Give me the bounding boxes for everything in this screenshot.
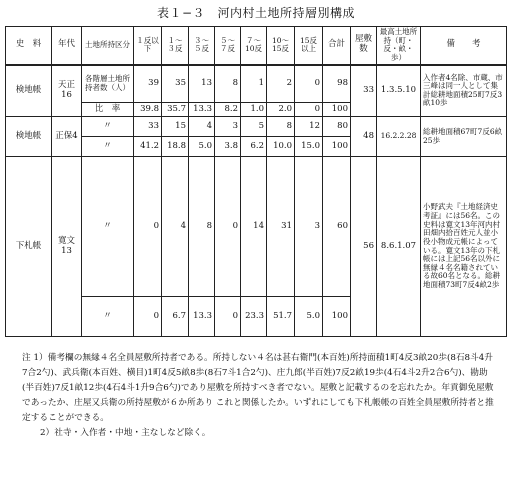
value-cell: 60 xyxy=(323,157,351,297)
footnote-2: 2）社寺・入作者・中地・主なしなど除く。 xyxy=(40,428,211,438)
value-cell: 35.7 xyxy=(162,103,189,117)
max-cell: 16.2.2.28 xyxy=(377,117,421,157)
value-cell: 15 xyxy=(162,117,189,137)
value-cell: 6.2 xyxy=(241,137,267,157)
value-cell: 3 xyxy=(215,117,241,137)
footnote-1: 注 1）備考欄の無縁４名全員屋敷所持者である。所持しない４名は甚右衛門(本百姓)所持面積1町4反3畝20歩(8石8斗4升7合2勺)、武兵衛(本百姓、横目)1町4反5畝8歩(8石7斗1合2勺)、庄九郎(半百姓)7反2畝19歩(4石4斗2升2合6勺)、勘助(半百姓)7反1畝12歩(4石4斗1升9合6勺)であり屋敷を所持すべき者でない。屋敷と記載するのを忘れたか。年貢御免屋敷であったか、庄屋又兵衛の所持屋敷が６か所あり これと関係したか。いずれにしても下札帳帳の百姓全員屋敷所持者と推定することができる。 xyxy=(22,353,494,423)
value-cell: 4 xyxy=(162,157,189,297)
value-cell: 5.0 xyxy=(295,297,323,337)
label-ratio: 〃 xyxy=(82,297,134,337)
label-count: 〃 xyxy=(82,117,134,137)
value-cell: 8 xyxy=(215,65,241,103)
note-cell: 総耕地面積67町7反6畝25歩 xyxy=(421,117,507,157)
value-cell: 0 xyxy=(215,157,241,297)
value-cell: 35 xyxy=(162,65,189,103)
header-era: 年代 xyxy=(52,27,82,65)
value-cell: 8.2 xyxy=(215,103,241,117)
value-cell: 12 xyxy=(295,117,323,137)
era-cell: 寛文13 xyxy=(52,157,82,337)
header-1tan: １反以下 xyxy=(134,27,162,65)
value-cell: 13.3 xyxy=(189,297,215,337)
era-cell: 天正16 xyxy=(52,65,82,117)
note-cell: 小野武夫『土地経済史考証』には56名。この史料は寛文13年河内村田畑内拾百姓元人並小役小物成元帳によっている。寛文13年の下札帳には上記56名以外に無縁４名名籍されている故60名となる。総耕地面積73町7反4畝2歩 xyxy=(421,157,507,337)
value-cell: 0 xyxy=(134,297,162,337)
value-cell: 5 xyxy=(241,117,267,137)
value-cell: 8 xyxy=(189,157,215,297)
label-count: 〃 xyxy=(82,157,134,297)
value-cell: 100 xyxy=(323,103,351,117)
value-cell: 51.7 xyxy=(267,297,295,337)
value-cell: 1.0 xyxy=(241,103,267,117)
value-cell: 13 xyxy=(189,65,215,103)
header-15tan-plus: 15反以上 xyxy=(295,27,323,65)
value-cell: 33 xyxy=(134,117,162,137)
header-5-7tan: ５〜７反 xyxy=(215,27,241,65)
value-cell: 0 xyxy=(215,297,241,337)
value-cell: 3.8 xyxy=(215,137,241,157)
value-cell: 4 xyxy=(189,117,215,137)
value-cell: 0 xyxy=(295,65,323,103)
value-cell: 5.0 xyxy=(189,137,215,157)
value-cell: 3 xyxy=(295,157,323,297)
houses-cell: 33 xyxy=(351,65,377,117)
label-ratio: 比 率 xyxy=(82,103,134,117)
max-cell: 8.6.1.07 xyxy=(377,157,421,337)
value-cell: 2 xyxy=(267,65,295,103)
source-cell: 検地帳 xyxy=(6,117,52,157)
land-holding-table xyxy=(5,26,507,337)
header-max: 最高土地所持（町・反・畝・歩） xyxy=(377,27,421,65)
table-row xyxy=(6,117,507,137)
value-cell: 31 xyxy=(267,157,295,297)
value-cell: 2.0 xyxy=(267,103,295,117)
value-cell: 0 xyxy=(134,157,162,297)
source-cell: 下札帳 xyxy=(6,157,52,337)
value-cell: 0 xyxy=(295,103,323,117)
value-cell: 23.3 xyxy=(241,297,267,337)
label-count: 各階層土地所持者数（人） xyxy=(82,65,134,103)
table-row xyxy=(6,65,507,103)
value-cell: 1 xyxy=(241,65,267,103)
value-cell: 41.2 xyxy=(134,137,162,157)
value-cell: 14 xyxy=(241,157,267,297)
note-cell: 入作者4名除、市蔵、市三峰は同一人として集計総耕地面積25町7反3畝10歩 xyxy=(421,65,507,117)
source-cell: 検地帳 xyxy=(6,65,52,117)
header-category: 土地所持区分 xyxy=(82,27,134,65)
value-cell: 18.8 xyxy=(162,137,189,157)
table-row xyxy=(6,157,507,297)
max-cell: 1.3.5.10 xyxy=(377,65,421,117)
value-cell: 15.0 xyxy=(295,137,323,157)
value-cell: 80 xyxy=(323,117,351,137)
value-cell: 6.7 xyxy=(162,297,189,337)
header-source: 史 料 xyxy=(6,27,52,65)
value-cell: 8 xyxy=(267,117,295,137)
footnotes xyxy=(22,351,497,441)
label-ratio: 〃 xyxy=(82,137,134,157)
header-houses: 屋敷数 xyxy=(351,27,377,65)
houses-cell: 48 xyxy=(351,117,377,157)
header-total: 合計 xyxy=(323,27,351,65)
header-7-10tan: ７〜10反 xyxy=(241,27,267,65)
value-cell: 98 xyxy=(323,65,351,103)
header-notes: 備 考 xyxy=(421,27,507,65)
header-10-15tan: 10〜15反 xyxy=(267,27,295,65)
value-cell: 10.0 xyxy=(267,137,295,157)
value-cell: 39.8 xyxy=(134,103,162,117)
era-cell: 正保4 xyxy=(52,117,82,157)
value-cell: 100 xyxy=(323,297,351,337)
houses-cell: 56 xyxy=(351,157,377,337)
header-1-3tan: １〜３反 xyxy=(162,27,189,65)
table-title: 表１−３ 河内村土地所持層別構成 xyxy=(156,6,356,20)
header-3-5tan: ３〜５反 xyxy=(189,27,215,65)
value-cell: 13.3 xyxy=(189,103,215,117)
value-cell: 39 xyxy=(134,65,162,103)
value-cell: 100 xyxy=(323,137,351,157)
